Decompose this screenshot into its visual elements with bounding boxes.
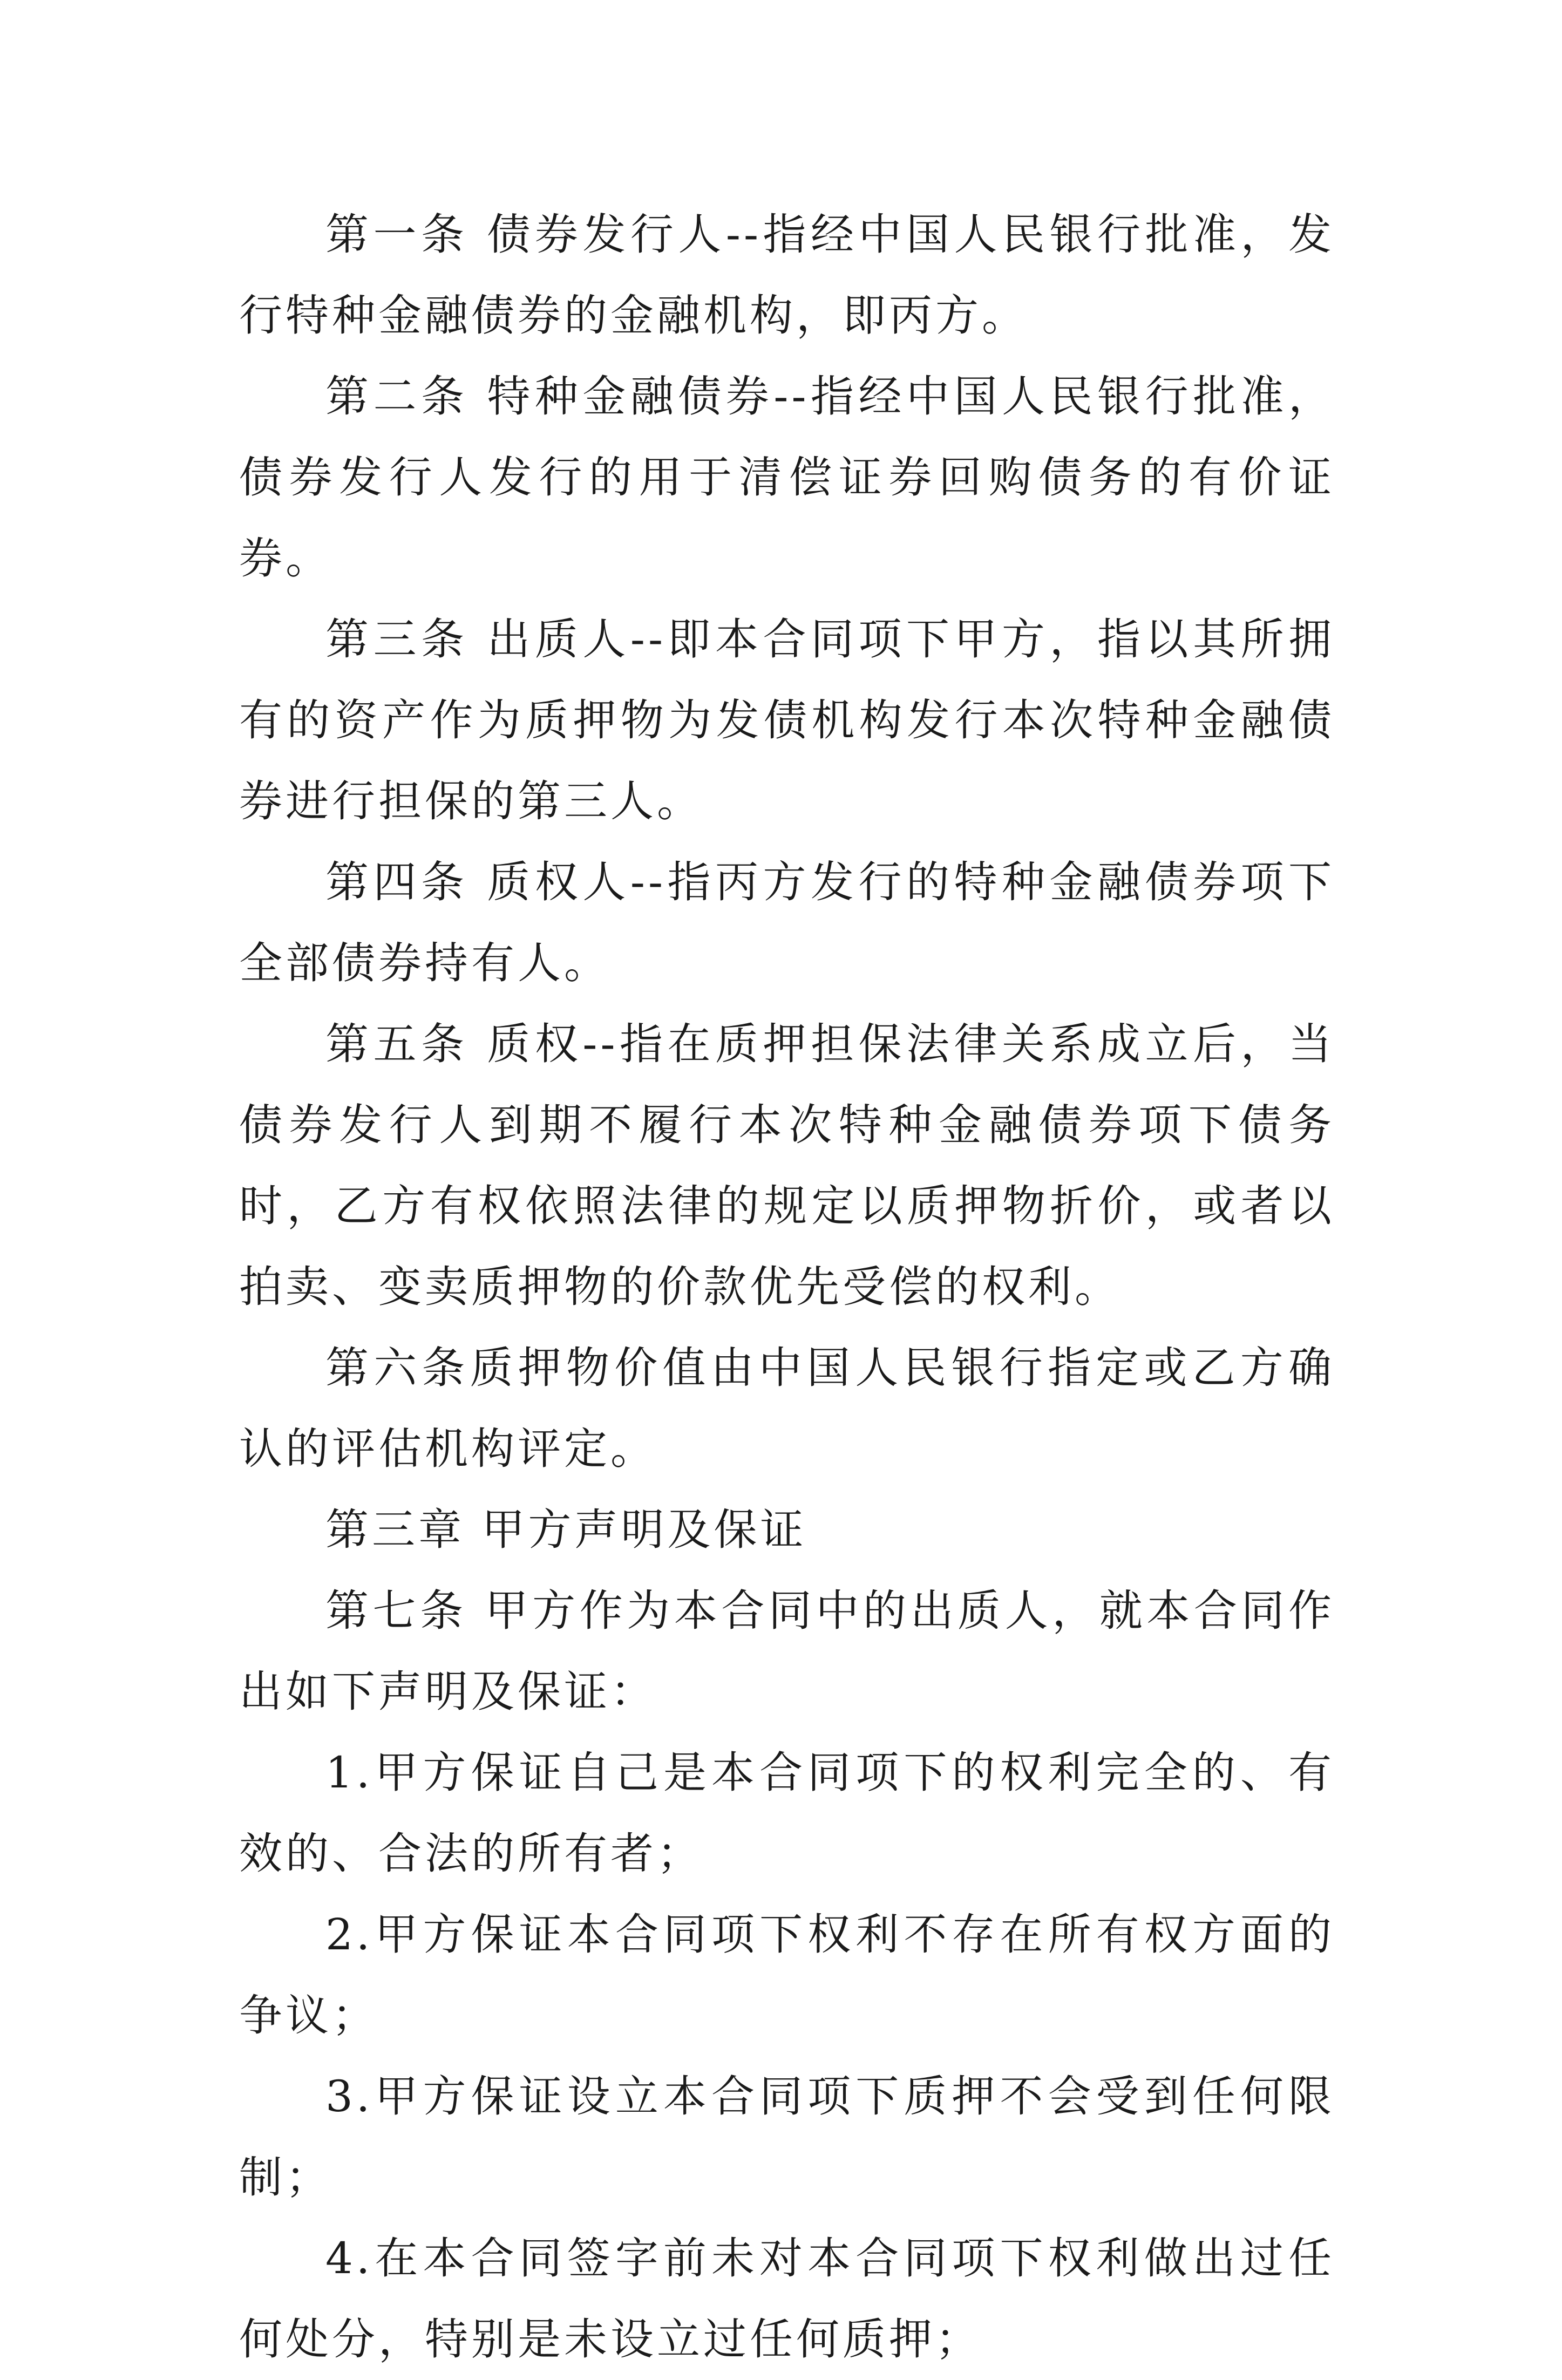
article-6-paragraph: 第六条质押物价值由中国人民银行指定或乙方确认的评估机构评定。 (239, 1343, 1335, 1474)
list-item-4: 4.在本合同签字前未对本合同项下权利做出过任何处分，特别是未设立过任何质押； (239, 2233, 1335, 2364)
article-3-paragraph: 第三条 出质人--即本合同项下甲方，指以其所拥有的资产作为质押物为发债机构发行本次特种金融债券进行担保的第三人。 (239, 614, 1335, 826)
article-4-paragraph: 第四条 质权人--指丙方发行的特种金融债券项下全部债券持有人。 (239, 857, 1335, 988)
list-item-2: 2.甲方保证本合同项下权利不存在所有权方面的争议； (239, 1909, 1335, 2041)
list-item-1: 1.甲方保证自己是本合同项下的权利完全的、有效的、合法的所有者； (239, 1747, 1335, 1879)
article-1-paragraph: 第一条 债券发行人--指经中国人民银行批准，发行特种金融债券的金融机构，即丙方。 (239, 209, 1335, 341)
list-item-3: 3.甲方保证设立本合同项下质押不会受到任何限制； (239, 2071, 1335, 2202)
document-body (239, 194, 1335, 2380)
article-5-paragraph: 第五条 质权--指在质押担保法律关系成立后，当债券发行人到期不履行本次特种金融债券项下债务时，乙方有权依照法律的规定以质押物折价，或者以拍卖、变卖质押物的价款优先受偿的权利。 (239, 1019, 1335, 1312)
article-2-paragraph: 第二条 特种金融债券--指经中国人民银行批准，债券发行人发行的用于清偿证券回购债务的有价证券。 (239, 371, 1335, 583)
chapter-3-heading: 第三章 甲方声明及保证 (325, 1505, 807, 1555)
article-7-paragraph: 第七条 甲方作为本合同中的出质人，就本合同作出如下声明及保证： (239, 1586, 1335, 1717)
